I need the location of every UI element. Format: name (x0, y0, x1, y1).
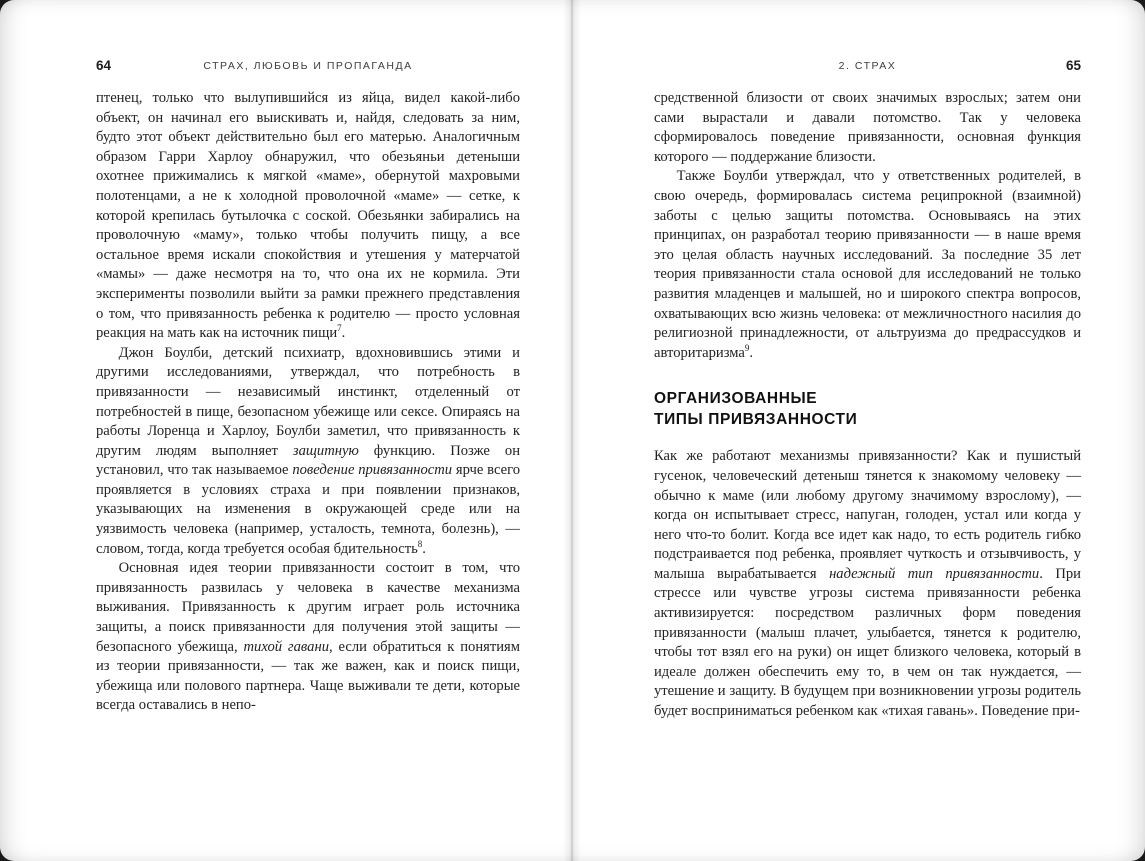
running-header-right (654, 58, 1081, 74)
paragraph: Джон Боулби, детский психиатр, вдохновившись этими и другими исследованиями, утверждал, что потребность в привязанности — независимый инстинкт, отделенный от потребностей в пище, безопасном убежище или сексе. Опираясь на работы Лоренца и Харлоу, Боулби заметил, что привязанность к другим людям выполняет защитную функцию. Позже он установил, что так называемое поведение привязанности ярче всего проявляется в условиях страха и при появлении признаков, указывающих на изменения в окружающей среде или на уязвимость человека (например, усталость, темнота, болезнь), — словом, тогда, когда требуется особая бдительность$^8$. (96, 344, 520, 557)
page-number-right: 65 (1065, 58, 1081, 73)
paragraph: Как же работают механизмы привязанности? Как и пушистый гусенок, человеческий детеныш тянется к знакомому человеку — обычно к маме (или любому другому значимому взрослому), — когда он испытывает стресс, напуган, голоден, устал или когда у него что-то болит. Когда все идет как надо, то есть родитель гибко подстраивается под ребенка, проявляет чуткость и отзывчивость, у малыша вырабатывается надежный тип привязанности. При стрессе или чувстве угрозы система привязанности ребенка активизируется: посредством различных форм поведения привязанности (малыш плачет, улыбается, тянется к родителю, чтобы тот взял его на руки) он ищет близкого человека, который в идеале должен обеспечить ему то, в чем он так нуждается, — утешение и защиту. В будущем при возникновении угрозы родитель будет восприниматься ребенком как «тихая гавань». Поведение при- (654, 448, 1081, 720)
footnote-reference: 8 (417, 538, 423, 549)
paragraph: Основная идея теории привязанности состоит в том, что привязанность развилась у человека в качестве механизма выживания. Привязанность к другим играет роль источника защиты, а поиск привязанности для получения этой защиты — безопасного убежища, тихой гавани, если обратиться к понятиям из теории привязанности, — так же важен, как и поиск пищи, убежища или полового партнера. Чаще выживали те дети, которые всегда оставались в непо- (96, 560, 520, 714)
running-head-left: СТРАХ, ЛЮБОВЬ И ПРОПАГАНДА (203, 60, 413, 72)
running-header-left (96, 58, 520, 74)
paragraph: средственной близости от своих значимых взрослых; затем они сами вырастали и давали потомство. Так у человека сформировалось поведение привязанности, основная функция которого — поддержание близости. (654, 90, 1081, 165)
running-head-right: 2. СТРАХ (838, 60, 897, 72)
page-left (0, 0, 572, 861)
footnote-reference: 9 (744, 342, 750, 353)
section-heading: ОРГАНИЗОВАННЫЕ ТИПЫ ПРИВЯЗАННОСТИ (654, 390, 858, 429)
page-number-left: 64 (96, 58, 112, 73)
paragraph: Также Боулби утверждал, что у ответственных родителей, в свою очередь, формировалась система реципрокной (взаимной) заботы с целью защиты потомства. Основываясь на этих принципах, он разработал теорию привязанности — в наше время это целая область научных исследований. За последние 35 лет теория привязанности стала основой для исследований не только развития младенцев и малышей, но и широкого спектра вопросов, охватывающих всю жизнь человека: от межличностного насилия до религиозной принадлежности, от альтруизма до предрассудков и авторитаризма$^9$. (654, 168, 1081, 361)
page-right (572, 0, 1145, 861)
page-left-body (96, 89, 520, 716)
paragraph: птенец, только что вылупившийся из яйца, видел какой-либо объект, он начинал его выискивать и, найдя, следовать за ним, будто этот объект действительно был его матерью. Аналогичным образом Гарри Харлоу обнаружил, что обезьяньи детеныши охотнее прижимались к мягкой «маме», обернутой махровыми полотенцами, а не к холодной проволочной «маме» — сетке, к которой крепилась бутылочка с соской. Обезьянки забирались на проволочную «маму», только чтобы получить пищу, а все остальное время искали спокойствия и утешения у матерчатой «мамы» — даже несмотря на то, что она их не кормила. Эти эксперименты позволили выйти за рамки прежнего представления о том, что привязанность ребенка к родителю — просто условная реакция на мать как на источник пищи$^7$. (96, 90, 520, 342)
footnote-reference: 7 (337, 323, 342, 334)
page-right-body (654, 89, 1081, 722)
page-gutter (563, 0, 581, 861)
